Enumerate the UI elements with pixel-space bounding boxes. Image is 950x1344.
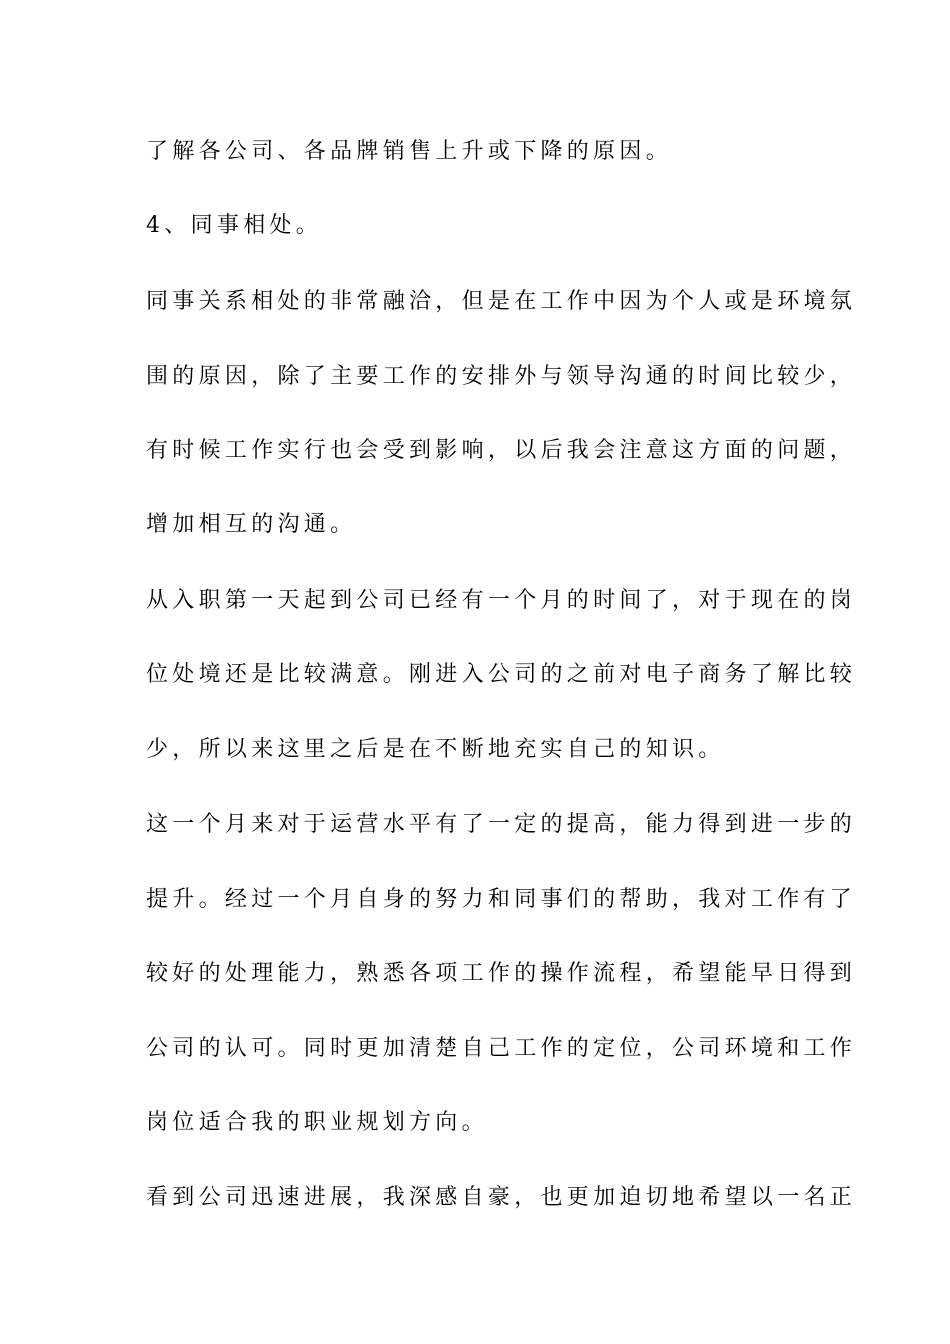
text-line: 较好的处理能力，熟悉各项工作的操作流程，希望能早日得到 [146, 961, 857, 986]
text-line: 这一个月来对于运营水平有了一定的提高，能力得到进一步的 [146, 812, 857, 837]
text-line: 了解各公司、各品牌销售上升或下降的原因。 [146, 139, 673, 164]
text-line: 围的原因，除了主要工作的安排外与领导沟通的时间比较少， [146, 364, 857, 389]
text-line: 位处境还是比较满意。刚进入公司的之前对电子商务了解比较 [146, 662, 857, 687]
text-line: 同事关系相处的非常融洽，但是在工作中因为个人或是环境氛 [146, 289, 857, 314]
text-line: 增加相互的沟通。 [146, 512, 357, 537]
text-line: 提升。经过一个月自身的努力和同事们的帮助，我对工作有了 [146, 887, 857, 912]
section-heading: 4、同事相处。 [146, 213, 323, 238]
text-line: 有时候工作实行也会受到影响，以后我会注意这方面的问题， [146, 438, 857, 463]
text-line: 从入职第一天起到公司已经有一个月的时间了，对于现在的岗 [146, 588, 857, 613]
text-line: 少，所以来这里之后是在不断地充实自己的知识。 [146, 737, 725, 762]
text-line: 岗位适合我的职业规划方向。 [146, 1110, 488, 1135]
text-line: 公司的认可。同时更加清楚自己工作的定位，公司环境和工作 [146, 1036, 857, 1061]
text-line: 看到公司迅速进展，我深感自豪，也更加迫切地希望以一名正 [146, 1185, 857, 1210]
